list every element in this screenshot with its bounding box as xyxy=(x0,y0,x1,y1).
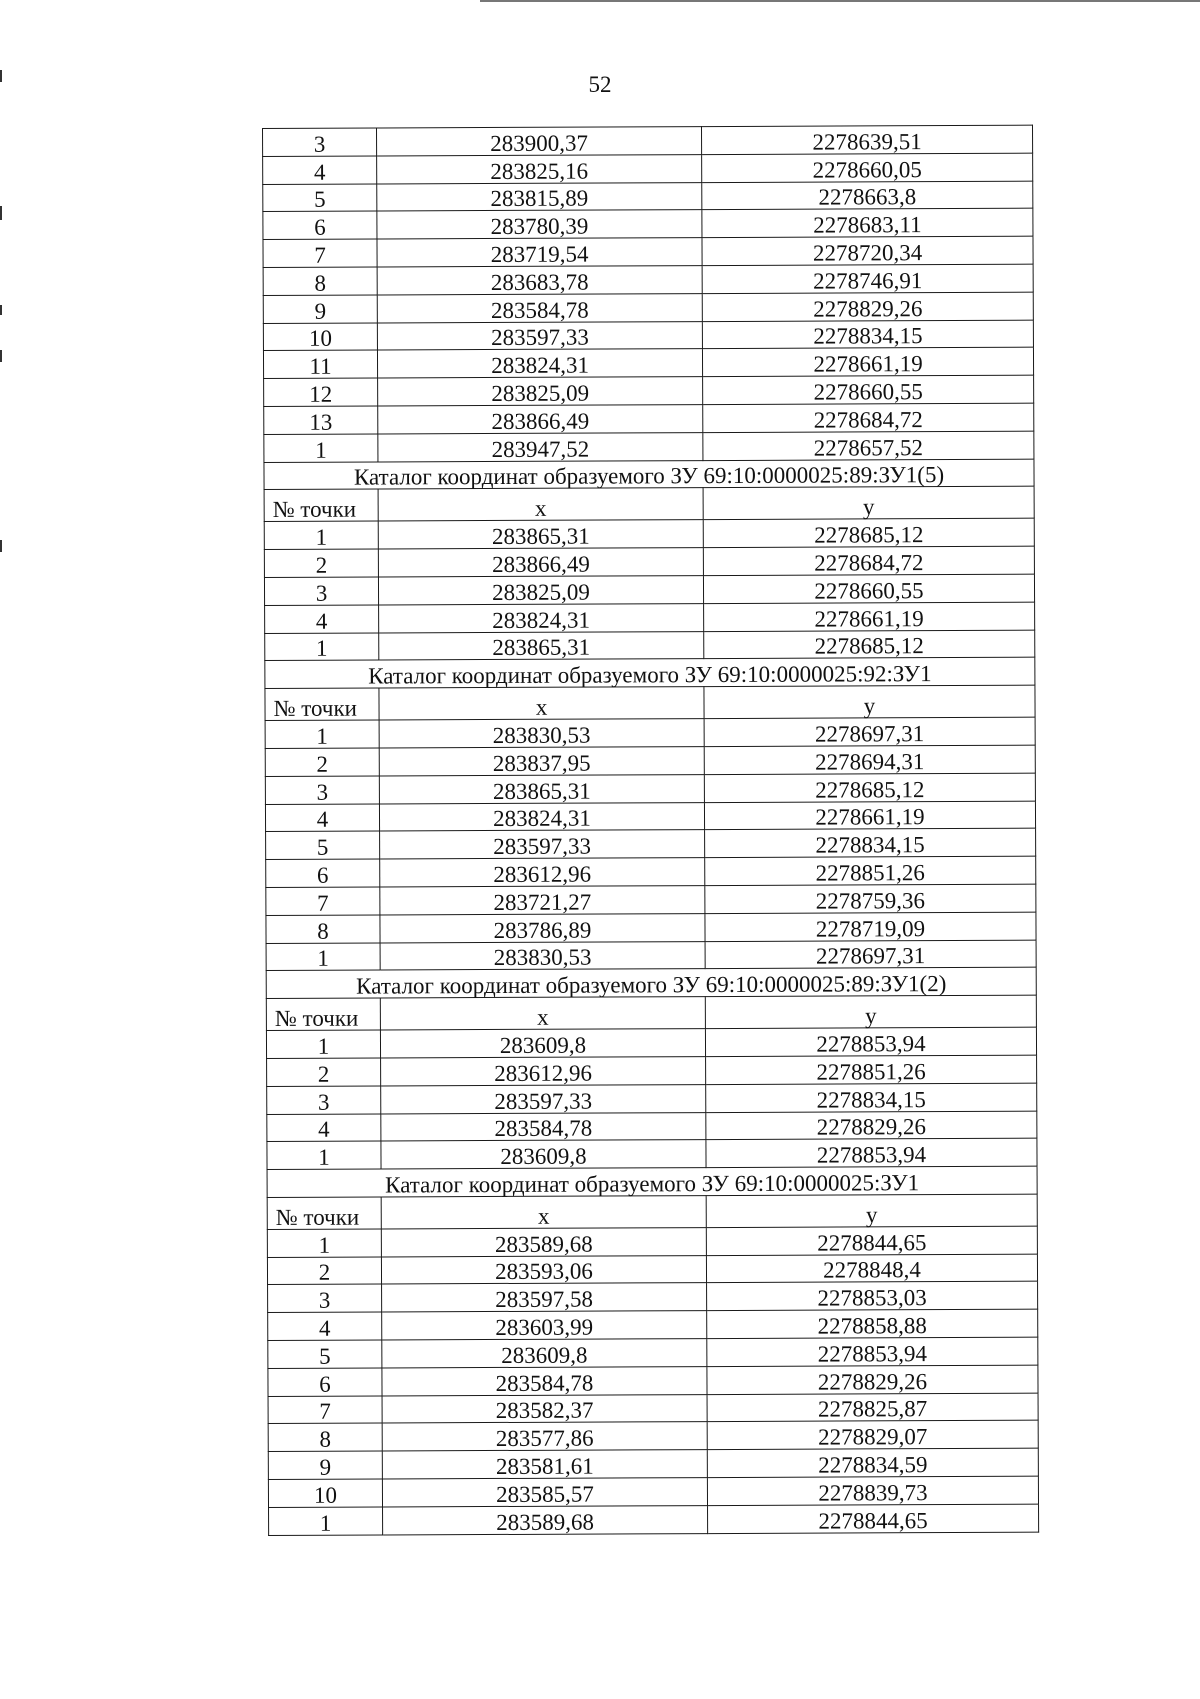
table-row xyxy=(268,1309,1038,1340)
y-coordinate-cell: 2278834,15 xyxy=(706,1083,1037,1112)
column-header-point: № точки xyxy=(265,688,379,720)
y-coordinate-cell: 2278697,31 xyxy=(704,717,1035,746)
x-coordinate-cell: 283609,8 xyxy=(380,1029,705,1058)
point-number-cell: 7 xyxy=(263,239,377,267)
table-row xyxy=(266,912,1036,943)
x-coordinate-cell: 283866,49 xyxy=(378,548,703,577)
table-row xyxy=(266,828,1036,859)
point-number-cell: 4 xyxy=(263,156,377,184)
point-number-cell: 1 xyxy=(264,434,378,462)
y-coordinate-cell: 2278853,94 xyxy=(707,1337,1038,1366)
table-row xyxy=(263,264,1033,295)
point-number-cell: 1 xyxy=(265,720,379,748)
column-header-row xyxy=(266,995,1036,1030)
table-row xyxy=(264,403,1034,434)
table-row xyxy=(265,745,1035,776)
point-number-cell: 1 xyxy=(266,943,380,971)
column-header-y: y xyxy=(706,1194,1037,1227)
y-coordinate-cell: 2278660,05 xyxy=(702,153,1033,182)
x-coordinate-cell: 283609,8 xyxy=(382,1339,707,1368)
point-number-cell: 1 xyxy=(267,1141,381,1169)
table-row xyxy=(263,236,1033,267)
y-coordinate-cell: 2278657,52 xyxy=(703,431,1034,460)
x-coordinate-cell: 283947,52 xyxy=(378,432,703,461)
catalog-title: Каталог координат образуемого ЗУ 69:10:0000025:89:ЗУ1(5) xyxy=(264,459,1034,490)
y-coordinate-cell: 2278834,59 xyxy=(707,1448,1038,1477)
scan-edge-mark xyxy=(0,206,2,220)
y-coordinate-cell: 2278661,19 xyxy=(704,801,1035,830)
point-number-cell: 6 xyxy=(263,211,377,239)
x-coordinate-cell: 283825,09 xyxy=(378,576,703,605)
x-coordinate-cell: 283865,31 xyxy=(379,774,704,803)
point-number-cell: 6 xyxy=(268,1368,382,1396)
table-row xyxy=(268,1393,1038,1424)
table-row xyxy=(264,431,1034,462)
y-coordinate-cell: 2278719,09 xyxy=(705,912,1036,941)
x-coordinate-cell: 283865,31 xyxy=(379,631,704,660)
table-row xyxy=(266,884,1036,915)
point-number-cell: 3 xyxy=(267,1086,381,1114)
point-number-cell: 1 xyxy=(266,1030,380,1058)
column-header-x: x xyxy=(378,488,703,521)
point-number-cell: 9 xyxy=(268,1451,382,1479)
point-number-cell: 5 xyxy=(268,1340,382,1368)
coordinate-catalog-table xyxy=(262,125,1039,1536)
table-body xyxy=(263,125,1039,1535)
x-coordinate-cell: 283824,31 xyxy=(377,349,702,378)
y-coordinate-cell: 2278661,19 xyxy=(702,348,1033,377)
point-number-cell: 1 xyxy=(269,1507,383,1535)
x-coordinate-cell: 283593,06 xyxy=(381,1255,706,1284)
page-number: 52 xyxy=(588,72,612,97)
table-row xyxy=(267,1226,1037,1257)
y-coordinate-cell: 2278853,94 xyxy=(705,1027,1036,1056)
y-coordinate-cell: 2278829,26 xyxy=(706,1111,1037,1140)
x-coordinate-cell: 283824,31 xyxy=(379,802,704,831)
x-coordinate-cell: 283721,27 xyxy=(380,885,705,914)
table-row xyxy=(267,1111,1037,1142)
table-row xyxy=(265,630,1035,661)
point-number-cell: 4 xyxy=(265,605,379,633)
table-row xyxy=(267,1055,1037,1086)
x-coordinate-cell: 283597,58 xyxy=(382,1283,707,1312)
table-row xyxy=(268,1448,1038,1479)
column-header-x: x xyxy=(381,1195,706,1228)
table-row xyxy=(264,518,1034,549)
point-number-cell: 7 xyxy=(266,887,380,915)
point-number-cell: 3 xyxy=(268,1284,382,1312)
column-header-row xyxy=(267,1194,1037,1229)
scan-edge-mark xyxy=(0,350,2,362)
y-coordinate-cell: 2278829,26 xyxy=(707,1365,1038,1394)
y-coordinate-cell: 2278829,26 xyxy=(702,292,1033,321)
x-coordinate-cell: 283584,78 xyxy=(377,293,702,322)
table-row xyxy=(263,320,1033,351)
catalog-title: Каталог координат образуемого ЗУ 69:10:0000025:ЗУ1 xyxy=(267,1166,1037,1197)
x-coordinate-cell: 283815,89 xyxy=(377,182,702,211)
y-coordinate-cell: 2278683,11 xyxy=(702,209,1033,238)
point-number-cell: 7 xyxy=(268,1396,382,1424)
x-coordinate-cell: 283866,49 xyxy=(378,405,703,434)
x-coordinate-cell: 283837,95 xyxy=(379,747,704,776)
x-coordinate-cell: 283865,31 xyxy=(378,520,703,549)
x-coordinate-cell: 283830,53 xyxy=(380,941,705,970)
table-row xyxy=(264,574,1034,605)
x-coordinate-cell: 283577,86 xyxy=(382,1422,707,1451)
y-coordinate-cell: 2278684,72 xyxy=(703,546,1034,575)
table-row xyxy=(265,602,1035,633)
x-coordinate-cell: 283603,99 xyxy=(382,1311,707,1340)
point-number-cell: 5 xyxy=(263,184,377,212)
x-coordinate-cell: 283612,96 xyxy=(380,858,705,887)
x-coordinate-cell: 283597,33 xyxy=(380,830,705,859)
point-number-cell: 2 xyxy=(267,1058,381,1086)
column-header-row xyxy=(264,486,1034,521)
table-row xyxy=(263,125,1033,156)
column-header-y: y xyxy=(705,995,1036,1028)
x-coordinate-cell: 283825,16 xyxy=(377,154,702,183)
point-number-cell: 8 xyxy=(266,915,380,943)
table-row xyxy=(263,209,1033,240)
x-coordinate-cell: 283900,37 xyxy=(377,127,702,156)
y-coordinate-cell: 2278834,15 xyxy=(702,320,1033,349)
y-coordinate-cell: 2278685,12 xyxy=(703,518,1034,547)
point-number-cell: 2 xyxy=(264,549,378,577)
column-header-y: y xyxy=(703,486,1034,519)
x-coordinate-cell: 283824,31 xyxy=(379,603,704,632)
point-number-cell: 11 xyxy=(263,350,377,378)
x-coordinate-cell: 283719,54 xyxy=(377,238,702,267)
y-coordinate-cell: 2278759,36 xyxy=(705,884,1036,913)
catalog-title-row xyxy=(265,657,1035,688)
catalog-title-row xyxy=(264,459,1034,490)
column-header-row xyxy=(265,685,1035,720)
catalog-title-row xyxy=(267,1166,1037,1197)
y-coordinate-cell: 2278660,55 xyxy=(703,375,1034,404)
column-header-y: y xyxy=(704,685,1035,718)
point-number-cell: 4 xyxy=(267,1113,381,1141)
x-coordinate-cell: 283589,68 xyxy=(381,1227,706,1256)
point-number-cell: 4 xyxy=(268,1312,382,1340)
point-number-cell: 9 xyxy=(263,295,377,323)
table-row xyxy=(268,1337,1038,1368)
scan-edge-mark xyxy=(0,70,2,82)
point-number-cell: 8 xyxy=(263,267,377,295)
y-coordinate-cell: 2278694,31 xyxy=(704,745,1035,774)
y-coordinate-cell: 2278853,94 xyxy=(706,1138,1037,1167)
column-header-point: № точки xyxy=(264,489,378,521)
point-number-cell: 4 xyxy=(265,804,379,832)
table-row xyxy=(264,375,1034,406)
table-row xyxy=(263,181,1033,212)
y-coordinate-cell: 2278720,34 xyxy=(702,236,1033,265)
x-coordinate-cell: 283584,78 xyxy=(382,1366,707,1395)
point-number-cell: 2 xyxy=(265,748,379,776)
y-coordinate-cell: 2278639,51 xyxy=(701,125,1032,154)
table-row xyxy=(266,856,1036,887)
catalog-title: Каталог координат образуемого ЗУ 69:10:0000025:89:ЗУ1(2) xyxy=(266,967,1036,998)
table-row xyxy=(263,348,1033,379)
x-coordinate-cell: 283612,96 xyxy=(381,1056,706,1085)
point-number-cell: 1 xyxy=(267,1229,381,1257)
table-row xyxy=(267,1138,1037,1169)
scan-edge-mark xyxy=(480,0,1200,2)
y-coordinate-cell: 2278844,65 xyxy=(706,1226,1037,1255)
x-coordinate-cell: 283780,39 xyxy=(377,210,702,239)
catalog-title-row xyxy=(266,967,1036,998)
y-coordinate-cell: 2278685,12 xyxy=(704,773,1035,802)
column-header-point: № точки xyxy=(266,998,380,1030)
x-coordinate-cell: 283581,61 xyxy=(382,1450,707,1479)
column-header-point: № точки xyxy=(267,1197,381,1229)
x-coordinate-cell: 283597,33 xyxy=(377,321,702,350)
x-coordinate-cell: 283683,78 xyxy=(377,266,702,295)
y-coordinate-cell: 2278851,26 xyxy=(706,1055,1037,1084)
x-coordinate-cell: 283609,8 xyxy=(381,1140,706,1169)
y-coordinate-cell: 2278848,4 xyxy=(706,1254,1037,1283)
catalog-title: Каталог координат образуемого ЗУ 69:10:0000025:92:ЗУ1 xyxy=(265,657,1035,688)
x-coordinate-cell: 283825,09 xyxy=(378,377,703,406)
y-coordinate-cell: 2278834,15 xyxy=(705,828,1036,857)
column-header-x: x xyxy=(380,997,705,1030)
x-coordinate-cell: 283589,68 xyxy=(383,1505,708,1534)
x-coordinate-cell: 283584,78 xyxy=(381,1112,706,1141)
point-number-cell: 3 xyxy=(263,128,377,156)
scan-edge-mark xyxy=(0,305,2,315)
point-number-cell: 12 xyxy=(264,378,378,406)
point-number-cell: 8 xyxy=(268,1423,382,1451)
x-coordinate-cell: 283786,89 xyxy=(380,913,705,942)
point-number-cell: 3 xyxy=(264,577,378,605)
table-row xyxy=(268,1476,1038,1507)
table-row xyxy=(263,292,1033,323)
table-row xyxy=(265,773,1035,804)
table-row xyxy=(269,1504,1039,1535)
table-row xyxy=(267,1083,1037,1114)
table-row xyxy=(266,1027,1036,1058)
x-coordinate-cell: 283597,33 xyxy=(381,1084,706,1113)
y-coordinate-cell: 2278684,72 xyxy=(703,403,1034,432)
table-row xyxy=(263,153,1033,184)
point-number-cell: 6 xyxy=(266,859,380,887)
x-coordinate-cell: 283585,57 xyxy=(382,1478,707,1507)
y-coordinate-cell: 2278829,07 xyxy=(707,1421,1038,1450)
point-number-cell: 2 xyxy=(267,1257,381,1285)
point-number-cell: 13 xyxy=(264,406,378,434)
point-number-cell: 5 xyxy=(266,831,380,859)
x-coordinate-cell: 283582,37 xyxy=(382,1394,707,1423)
table-row xyxy=(265,717,1035,748)
y-coordinate-cell: 2278661,19 xyxy=(704,602,1035,631)
point-number-cell: 10 xyxy=(263,323,377,351)
column-header-x: x xyxy=(379,687,704,720)
y-coordinate-cell: 2278685,12 xyxy=(704,630,1035,659)
point-number-cell: 1 xyxy=(265,633,379,661)
table-row xyxy=(268,1282,1038,1313)
y-coordinate-cell: 2278697,31 xyxy=(705,940,1036,969)
table-row xyxy=(264,546,1034,577)
y-coordinate-cell: 2278858,88 xyxy=(707,1309,1038,1338)
point-number-cell: 3 xyxy=(265,776,379,804)
table-row xyxy=(266,940,1036,971)
point-number-cell: 10 xyxy=(268,1479,382,1507)
x-coordinate-cell: 283830,53 xyxy=(379,719,704,748)
point-number-cell: 1 xyxy=(264,521,378,549)
scan-edge-mark xyxy=(0,540,2,552)
table-row xyxy=(268,1365,1038,1396)
table-row xyxy=(268,1421,1038,1452)
y-coordinate-cell: 2278660,55 xyxy=(703,574,1034,603)
y-coordinate-cell: 2278663,8 xyxy=(702,181,1033,210)
y-coordinate-cell: 2278853,03 xyxy=(707,1282,1038,1311)
table-row xyxy=(265,801,1035,832)
y-coordinate-cell: 2278844,65 xyxy=(708,1504,1039,1533)
y-coordinate-cell: 2278851,26 xyxy=(705,856,1036,885)
y-coordinate-cell: 2278825,87 xyxy=(707,1393,1038,1422)
y-coordinate-cell: 2278839,73 xyxy=(707,1476,1038,1505)
table-row xyxy=(267,1254,1037,1285)
y-coordinate-cell: 2278746,91 xyxy=(702,264,1033,293)
